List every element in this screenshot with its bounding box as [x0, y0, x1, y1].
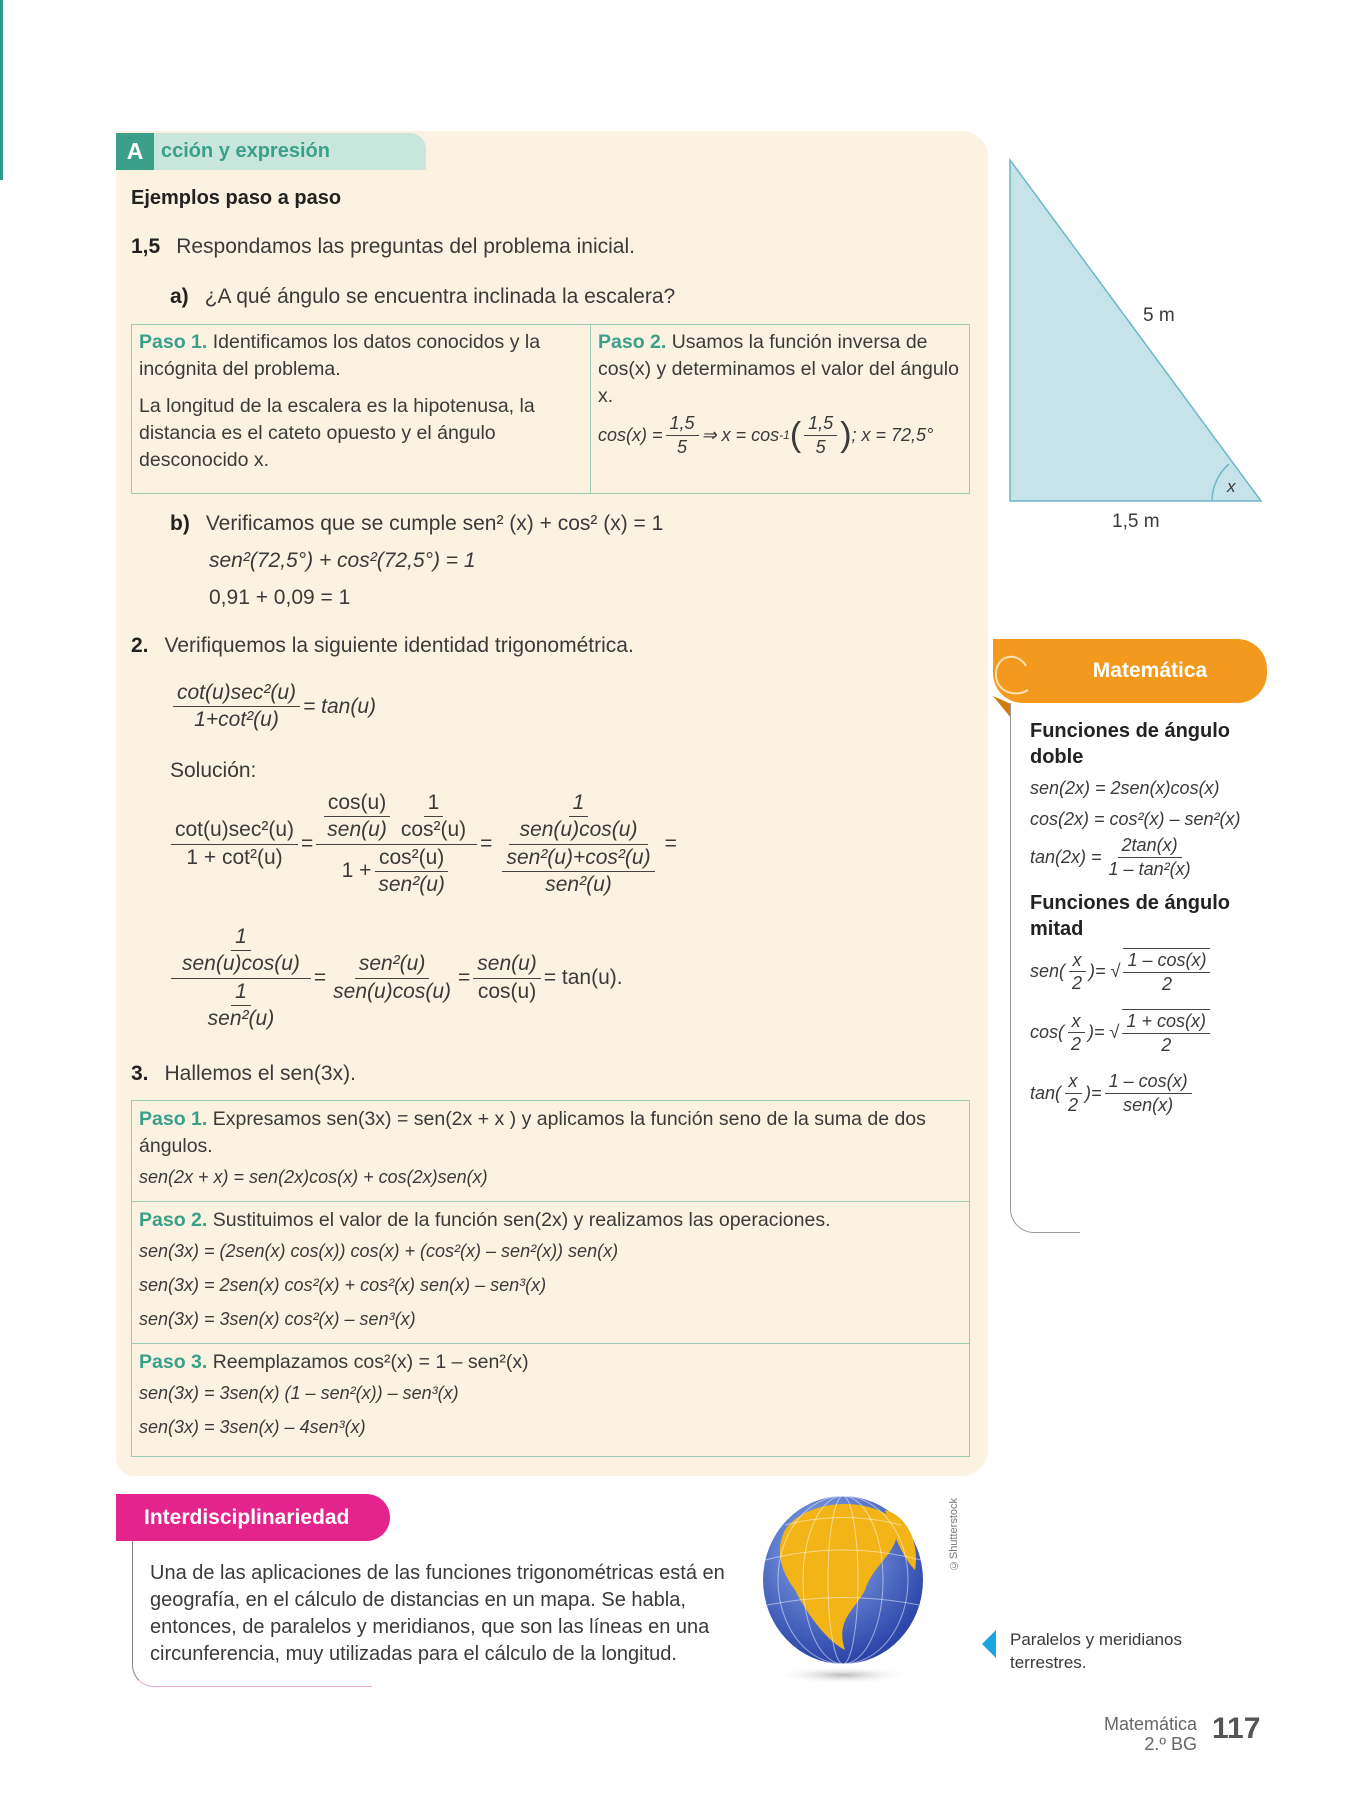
den: sen²(u): [207, 1006, 275, 1030]
rhs: = tan(u): [303, 694, 376, 718]
paso1-text2: La longitud de la escalera es la hipotenusa, la distancia es el cateto opuesto y el ángulo desconocido x.: [139, 395, 535, 471]
q3-paso3: [132, 1344, 969, 1449]
q3-num: 3.: [131, 1062, 149, 1085]
p2-line3: sen(3x) = 3sen(x) cos²(x) – sen³(x): [139, 1309, 416, 1329]
num: 1 + cos(x): [1122, 1010, 1210, 1034]
den: cos²(u): [400, 818, 467, 842]
ladder-triangle-diagram: [1000, 150, 1280, 520]
q3: [131, 1062, 356, 1086]
sidebar-header: Matemática: [993, 639, 1267, 703]
q1-num: 1,5: [131, 235, 161, 258]
q3-paso1: [132, 1101, 969, 1202]
den: 5: [677, 436, 688, 457]
double-angle-heading: Funciones de ángulo doble: [1030, 720, 1231, 768]
den: cos(u): [477, 979, 537, 1003]
q2-text: Verifiquemos la siguiente identidad trigonométrica.: [164, 634, 634, 657]
image-credit: ©Shutterstock: [948, 1498, 960, 1572]
den: 1 – tan²(x): [1108, 858, 1191, 879]
num: 1,5: [666, 412, 699, 436]
eq-left: cos(x) =: [598, 424, 663, 445]
q1b: [170, 512, 663, 536]
solution-label: Solución:: [170, 759, 257, 782]
num: 1 – cos(x): [1123, 949, 1210, 973]
den: sen(u): [327, 818, 387, 842]
lhs: cos: [1030, 1022, 1059, 1042]
den: sen(u)cos(u): [519, 818, 638, 842]
image-caption: Paralelos y meridianos terrestres.: [1010, 1630, 1182, 1672]
den: 1 + cot²(u): [186, 845, 283, 869]
triangle-shape: [1010, 160, 1261, 501]
q1a: [170, 285, 675, 309]
p3-line1: sen(3x) = 3sen(x) (1 – sen²(x)) – sen³(x): [139, 1383, 459, 1403]
paso2-cell: [591, 325, 969, 493]
q1a-label: a): [170, 285, 189, 308]
fraction: [804, 412, 837, 458]
q2-num: 2.: [131, 634, 149, 657]
base-label: 1,5 m: [1112, 511, 1160, 532]
den: 5: [815, 436, 826, 457]
den: 2: [1161, 973, 1172, 994]
num: sen²(u): [355, 951, 430, 978]
identity: [170, 680, 376, 734]
eq-right: ; x = 72,5°: [851, 424, 934, 445]
num: 1: [231, 979, 251, 1006]
page-edge-line: [0, 0, 3, 180]
den: 1+cot²(u): [194, 708, 279, 732]
p2-line2: sen(3x) = 2sen(x) cos²(x) + cos²(x) sen(x) – sen³(x): [139, 1275, 547, 1295]
half-cos: cos ( $\frac{x}{2}$ ) = √ $\frac{1 + \cos(x)}{2}$: [1030, 1009, 1270, 1056]
half-angle-heading: Funciones de ángulo mitad: [1030, 892, 1231, 940]
equals: =: [313, 966, 327, 989]
q1: [131, 235, 635, 259]
q3-text: Hallemos el sen(3x).: [164, 1062, 356, 1085]
complex-fraction: [495, 790, 661, 898]
den: sen(u)cos(u): [182, 952, 300, 976]
num: x: [1069, 949, 1086, 973]
globe-image: [755, 1490, 935, 1690]
solution-row1: [168, 790, 677, 898]
hypotenuse-label: 5 m: [1143, 305, 1175, 326]
num: 1,5: [804, 412, 837, 436]
q1a-text: ¿A qué ángulo se encuentra inclinada la escalera?: [204, 285, 676, 308]
sidebar-content: [1030, 718, 1270, 1116]
equals: =: [301, 832, 314, 855]
p2-text: Sustituimos el valor de la función sen(2x) y realizamos las operaciones.: [207, 1209, 831, 1231]
den: sen(x): [1123, 1094, 1174, 1115]
double-tan: [1030, 834, 1270, 880]
fraction: [329, 951, 455, 1005]
num: sen²(u)+cos²(u): [502, 845, 654, 872]
solution-row2: [168, 924, 623, 1032]
fraction: [666, 412, 699, 458]
num: x: [1068, 1010, 1085, 1034]
p3-line2: sen(3x) = 3sen(x) – 4sen³(x): [139, 1417, 366, 1437]
paso1-cell: [132, 325, 591, 493]
q1b-line1: sen²(72,5°) + cos²(72,5°) = 1: [209, 549, 476, 572]
num: cos(u): [324, 790, 390, 817]
paso1-label: Paso 1.: [139, 331, 208, 353]
footer-subject-block: [1060, 1714, 1197, 1754]
half-sen: sen ( $\frac{x}{2}$ ) = √ $\frac{1 - \cos(x)}{2}$: [1030, 948, 1270, 995]
num: 1: [231, 924, 251, 951]
p1-eq: sen(2x + x) = sen(2x)cos(x) + cos(2x)sen(x): [139, 1167, 488, 1187]
one-plus: 1 +: [341, 859, 372, 883]
p3-text: Reemplazamos cos²(x) = 1 – sen²(x): [207, 1351, 529, 1373]
p2-label: Paso 2.: [139, 1209, 208, 1231]
paso2-equation: cos(x) = $\frac{1,5}{5}$ ⇒ x = cos -1 ( $\frac{1,5}{5}$ ) ; x = 72,5°: [598, 413, 934, 457]
p1-label: Paso 1.: [139, 1108, 208, 1130]
paso1-text: Identificamos los datos conocidos y la incógnita del problema.: [139, 331, 541, 380]
num: cot(u)sec²(u): [173, 680, 300, 707]
q2: [131, 634, 634, 658]
num: cos²(u): [375, 845, 448, 872]
den: 2: [1161, 1034, 1172, 1055]
num: 2tan(x): [1118, 834, 1182, 858]
complex-fraction: [171, 924, 311, 1032]
equals: =: [480, 832, 493, 855]
footer-subject: Matemática: [1103, 1714, 1197, 1734]
den: 2: [1068, 1094, 1079, 1115]
num: x: [1065, 1070, 1082, 1094]
fraction: [473, 951, 541, 1005]
eq: =: [1095, 961, 1106, 981]
num: cot(u)sec²(u): [171, 817, 298, 844]
den: sen²(u): [378, 872, 445, 896]
q1b-label: b): [170, 512, 190, 535]
q1-text: Respondamos las preguntas del problema inicial.: [176, 235, 635, 258]
lhs: tan(2x) =: [1030, 846, 1102, 867]
double-sen: sen(2x) = 2sen(x)cos(x): [1030, 778, 1220, 798]
double-cos: cos(2x) = cos²(x) – sen²(x): [1030, 809, 1241, 829]
lhs: sen: [1030, 961, 1060, 981]
q1b-line2: 0,91 + 0,09 = 1: [209, 586, 351, 609]
p2-line1: sen(3x) = (2sen(x) cos(x)) cos(x) + (cos²(x) – sen²(x)) sen(x): [139, 1241, 619, 1261]
fraction: [171, 817, 298, 871]
caption-pointer-icon: [982, 1630, 996, 1658]
q1-steps-table: [131, 324, 970, 494]
num: 1 – cos(x): [1105, 1070, 1192, 1094]
footer-grade: 2.º BG: [1144, 1734, 1197, 1754]
section-letter: A: [116, 133, 154, 170]
result: = tan(u).: [543, 966, 623, 989]
p1-text: Expresamos sen(3x) = sen(2x + x ) y aplicamos la función seno de la suma de dos ángulos.: [139, 1108, 926, 1157]
lhs: tan: [1030, 1082, 1056, 1103]
num: 1: [569, 790, 589, 817]
paso2-label: Paso 2.: [598, 331, 667, 353]
den: sen(u)cos(u): [333, 979, 452, 1003]
p3-label: Paso 3.: [139, 1351, 208, 1373]
fraction: [173, 680, 300, 734]
den: 2: [1072, 973, 1083, 993]
num: sen(u): [473, 951, 541, 978]
half-tan: tan ( $\frac{x}{2}$ ) = $\frac{1 - \cos(x)}{\text{sen(x)}}$: [1030, 1070, 1270, 1116]
q3-steps-table: [131, 1100, 970, 1457]
eq: =: [1091, 1082, 1102, 1103]
den: sen²(u): [545, 872, 612, 896]
complex-fraction: [316, 790, 477, 898]
eq: =: [1094, 1022, 1105, 1042]
interdisciplinary-header: Interdisciplinariedad: [116, 1494, 390, 1541]
section-title: cción y expresión: [161, 140, 330, 162]
angle-label: x: [1227, 477, 1236, 496]
equals: =: [664, 832, 677, 855]
equals: =: [458, 966, 471, 989]
den: 2: [1071, 1034, 1082, 1054]
num: 1: [424, 790, 444, 817]
inverse-sup: -1: [779, 428, 790, 442]
heading: Ejemplos paso a paso: [131, 187, 342, 209]
eq-mid: ⇒ x = cos: [701, 424, 780, 445]
paso2-text: Usamos la función inversa de cos(x) y determinamos el valor del ángulo x.: [598, 331, 959, 407]
q1b-text: Verificamos que se cumple sen² (x) + cos² (x) = 1: [205, 512, 664, 535]
q3-paso2: [132, 1202, 969, 1344]
interdisciplinary-text: Una de las aplicaciones de las funciones trigonométricas está en geografía, en el cálculo de distancias en un mapa. Se habla, entonces, de paralelos y meridianos, que son las líneas en una circunferencia, muy utilizadas para el cálculo de la longitud.: [150, 1562, 725, 1665]
page-number: 117: [1212, 1712, 1261, 1745]
